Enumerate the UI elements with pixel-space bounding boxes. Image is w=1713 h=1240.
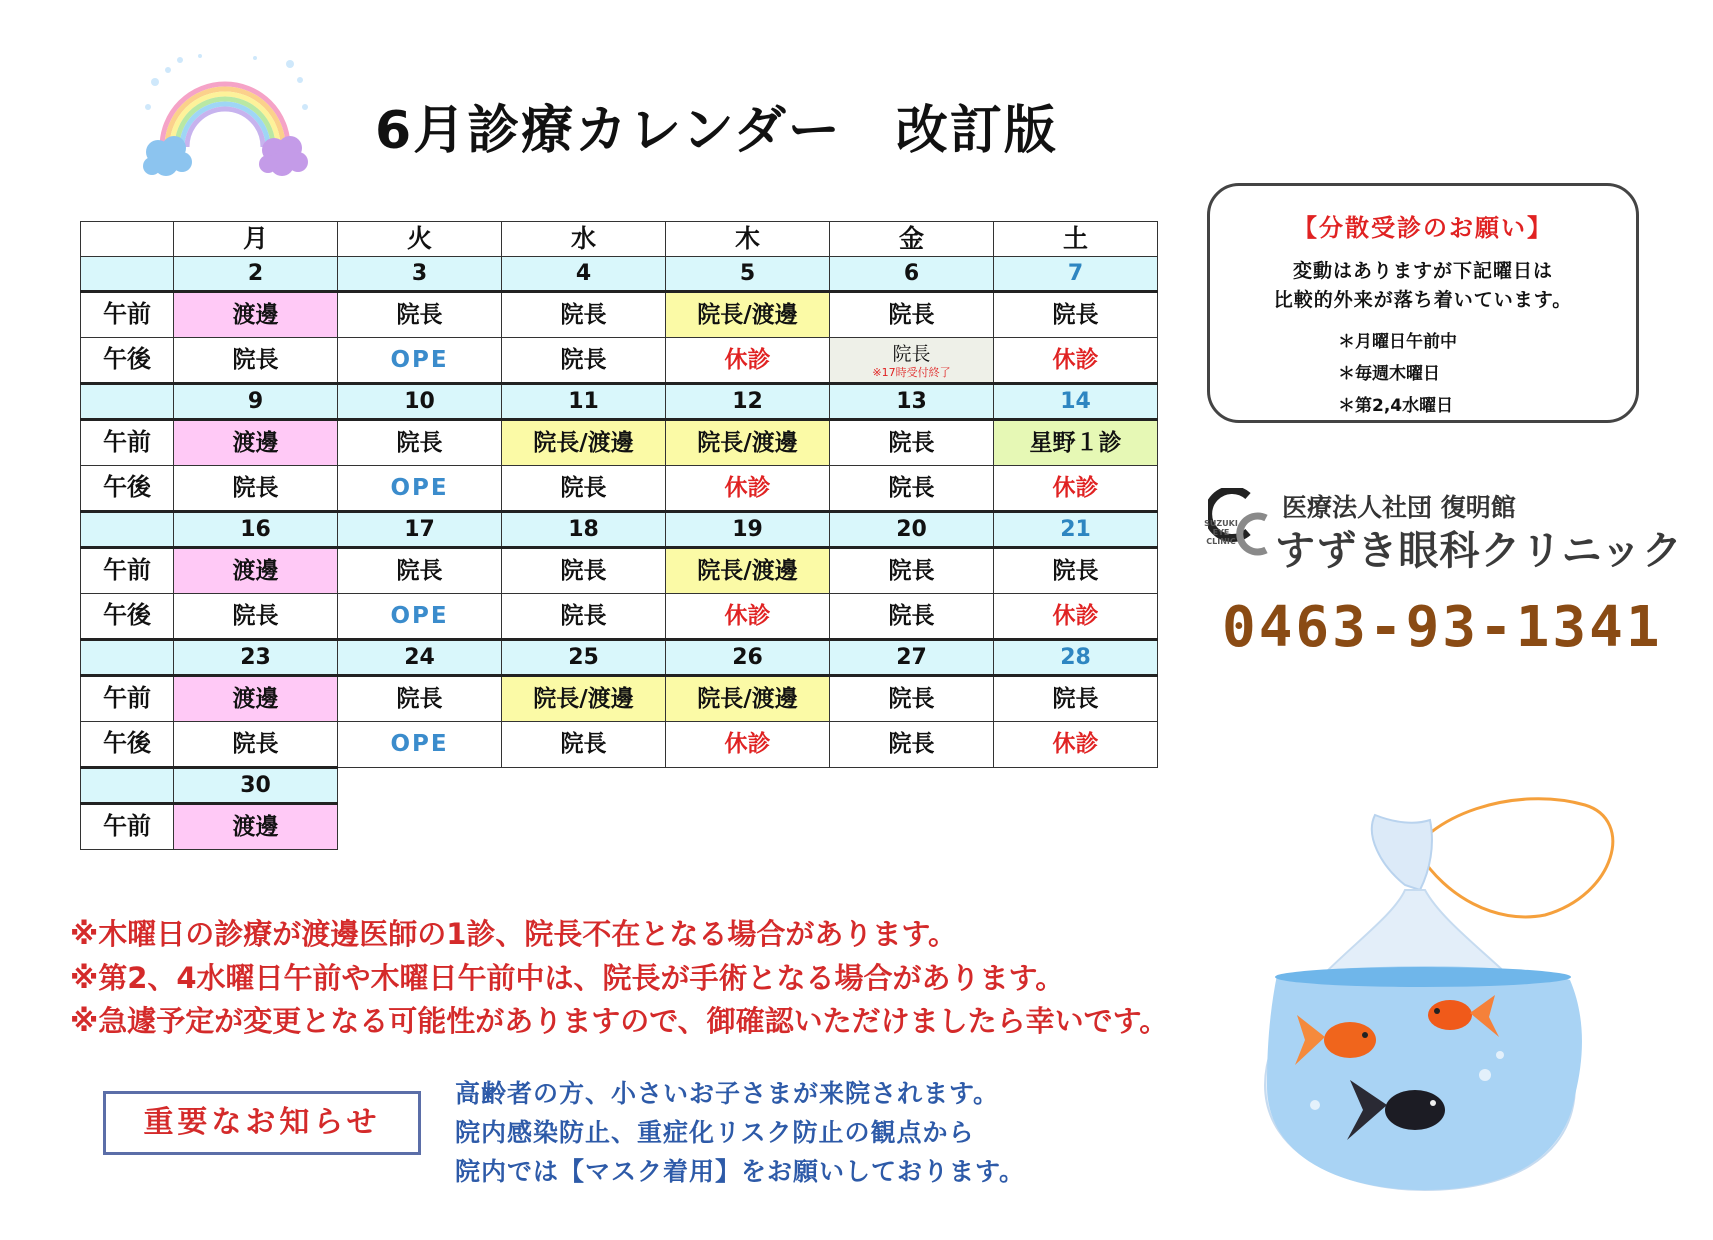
schedule-cell: 院長 [338, 676, 502, 722]
schedule-cell: 院長 [830, 594, 994, 640]
schedule-cell: 院長 [830, 548, 994, 594]
schedule-cell-closed: 休診 [666, 466, 830, 512]
date-cell: 25 [502, 640, 666, 676]
schedule-cell-closed: 休診 [994, 594, 1158, 640]
weekday-fri: 金 [830, 222, 994, 257]
goldfish-bag-illustration [1255, 775, 1655, 1195]
schedule-cell-closed: 休診 [666, 338, 830, 384]
pm-row [81, 338, 1158, 384]
schedule-cell: 渡邊 [174, 676, 338, 722]
schedule-cell: 院長 [338, 420, 502, 466]
weekday-thu: 木 [666, 222, 830, 257]
schedule-cell: 院長 [502, 292, 666, 338]
schedule-cell: 院長 [338, 548, 502, 594]
date-cell: 11 [502, 384, 666, 420]
schedule-cell: 渡邊 [174, 420, 338, 466]
schedule-cell: 院長 [830, 466, 994, 512]
date-cell: 2 [174, 257, 338, 292]
date-cell: 24 [338, 640, 502, 676]
date-cell: 17 [338, 512, 502, 548]
schedule-cell-closed: 休診 [994, 466, 1158, 512]
warning-line: ※木曜日の診療が渡邊医師の1診、院長不在となる場合があります。 [70, 917, 958, 951]
schedule-cell: 渡邊 [174, 548, 338, 594]
am-label: 午前 [81, 676, 174, 722]
date-cell-saturday: 7 [994, 257, 1158, 292]
am-label: 午前 [81, 420, 174, 466]
schedule-cell: 院長/渡邊 [502, 420, 666, 466]
pm-label: 午後 [81, 594, 174, 640]
pm-label: 午後 [81, 466, 174, 512]
notice-title: 【分散受診のお願い】 [1293, 214, 1553, 242]
date-cell: 10 [338, 384, 502, 420]
schedule-cell: 院長 [830, 722, 994, 768]
schedule-cell: 院長 [830, 676, 994, 722]
schedule-cell-closed: 休診 [994, 338, 1158, 384]
date-cell: 3 [338, 257, 502, 292]
schedule-cell: 星野１診 [994, 420, 1158, 466]
schedule-cell: 院長 [174, 338, 338, 384]
schedule-cell: 院長/渡邊 [666, 420, 830, 466]
date-row [81, 768, 1158, 804]
date-blank-cell [81, 640, 174, 676]
date-cell: 13 [830, 384, 994, 420]
date-row [81, 640, 1158, 676]
notice-body [1210, 257, 1636, 316]
schedule-cell: 院長 [994, 548, 1158, 594]
weekday-tue: 火 [338, 222, 502, 257]
date-cell: 19 [666, 512, 830, 548]
warning-line: ※第2、4水曜日午前や木曜日午前中は、院長が手術となる場合があります。 [70, 960, 1065, 995]
am-row [81, 292, 1158, 338]
date-cell: 27 [830, 640, 994, 676]
schedule-cell-closed: 休診 [994, 722, 1158, 768]
schedule-cell: 院長/渡邊 [666, 676, 830, 722]
schedule-cell: 院長 [502, 466, 666, 512]
pm-row [81, 466, 1158, 512]
am-row [81, 804, 1158, 850]
notice-list-item: ＊第2,4水曜日 [1338, 396, 1454, 417]
schedule-cell: 院長/渡邊 [502, 676, 666, 722]
schedule-cell-closed: 休診 [666, 594, 830, 640]
mask-notice-line: 院内では【マスク着用】をお願いしております。 [455, 1156, 1026, 1186]
date-row [81, 257, 1158, 292]
date-cell-saturday: 28 [994, 640, 1158, 676]
mask-notice-line: 院内感染防止、重症化リスク防止の観点から [455, 1117, 975, 1147]
am-row [81, 548, 1158, 594]
schedule-cell: 院長 [994, 292, 1158, 338]
crowd-notice-box [1207, 183, 1639, 423]
date-blank-cell [81, 768, 174, 804]
reception-end-note: ※17時受付終了 [872, 366, 951, 380]
schedule-cell: 院長 [994, 676, 1158, 722]
am-row [81, 420, 1158, 466]
date-cell: 6 [830, 257, 994, 292]
schedule-cell-ope: OPE [338, 722, 502, 768]
pm-label: 午後 [81, 722, 174, 768]
am-row [81, 676, 1158, 722]
weekday-wed: 水 [502, 222, 666, 257]
schedule-cell: 院長 [174, 594, 338, 640]
date-cell: 5 [666, 257, 830, 292]
am-label: 午前 [81, 548, 174, 594]
am-label: 午前 [81, 804, 174, 850]
schedule-cell-with-note [830, 338, 994, 384]
schedule-cell: 院長 [830, 292, 994, 338]
schedule-cell: 院長/渡邊 [666, 548, 830, 594]
mask-notice-line: 高齢者の方、小さいお子さまが来院されます。 [455, 1079, 1000, 1108]
empty-area [338, 804, 1158, 850]
notice-body-line: 比較的外来が落ち着いています。 [1273, 289, 1573, 312]
date-row [81, 384, 1158, 420]
notice-list-item: ＊毎週木曜日 [1338, 364, 1440, 385]
empty-area [338, 768, 1158, 804]
schedule-cell: 院長 [502, 594, 666, 640]
warning-line: ※急遽予定が変更となる可能性がありますので、御確認いただけましたら幸いです。 [70, 1004, 1169, 1038]
am-label: 午前 [81, 292, 174, 338]
clinic-calendar [80, 221, 1158, 850]
notice-list [1210, 326, 1636, 423]
date-cell: 18 [502, 512, 666, 548]
date-cell: 4 [502, 257, 666, 292]
date-cell: 12 [666, 384, 830, 420]
clinic-logo-english: SUZUKI EYE CLINIC [1204, 519, 1238, 546]
date-cell-saturday: 14 [994, 384, 1158, 420]
schedule-cell: 院長 [174, 722, 338, 768]
rainbow-illustration [140, 52, 310, 182]
date-cell-saturday: 21 [994, 512, 1158, 548]
schedule-warnings [70, 913, 1168, 1044]
date-cell: 26 [666, 640, 830, 676]
date-cell: 16 [174, 512, 338, 548]
clinic-corporation: 医療法人社団 復明館 [1282, 493, 1516, 522]
schedule-cell-closed: 休診 [666, 722, 830, 768]
schedule-cell-ope: OPE [338, 338, 502, 384]
weekday-mon: 月 [174, 222, 338, 257]
date-cell: 23 [174, 640, 338, 676]
header-blank-cell [81, 222, 174, 257]
date-blank-cell [81, 512, 174, 548]
date-cell: 9 [174, 384, 338, 420]
notice-body-line: 変動はありますが下記曜日は [1292, 260, 1553, 282]
schedule-cell-text: 院長 [892, 343, 931, 366]
weekday-sat: 土 [994, 222, 1158, 257]
pm-row [81, 594, 1158, 640]
schedule-cell: 渡邊 [174, 292, 338, 338]
clinic-name: すずき眼科クリニック [1275, 528, 1683, 574]
schedule-cell-ope: OPE [338, 466, 502, 512]
pm-label: 午後 [81, 338, 174, 384]
schedule-cell: 院長 [338, 292, 502, 338]
weekday-header-row [81, 222, 1158, 257]
date-row [81, 512, 1158, 548]
schedule-cell-ope: OPE [338, 594, 502, 640]
schedule-cell: 院長 [502, 548, 666, 594]
schedule-cell: 院長 [502, 338, 666, 384]
phone-number[interactable]: 0463-93-1341 [1222, 595, 1663, 660]
schedule-cell: 渡邊 [174, 804, 338, 850]
schedule-cell: 院長 [174, 466, 338, 512]
date-cell: 30 [174, 768, 338, 804]
notice-list-item: ＊月曜日午前中 [1338, 331, 1457, 352]
schedule-cell: 院長 [502, 722, 666, 768]
page-title: 6月診療カレンダー 改訂版 [375, 101, 1058, 161]
date-cell: 20 [830, 512, 994, 548]
pm-row [81, 722, 1158, 768]
schedule-cell: 院長 [830, 420, 994, 466]
date-blank-cell [81, 384, 174, 420]
schedule-cell: 院長/渡邊 [666, 292, 830, 338]
important-notice-label: 重要なお知らせ [103, 1091, 421, 1155]
mask-notice-message [455, 1075, 1025, 1191]
date-blank-cell [81, 257, 174, 292]
